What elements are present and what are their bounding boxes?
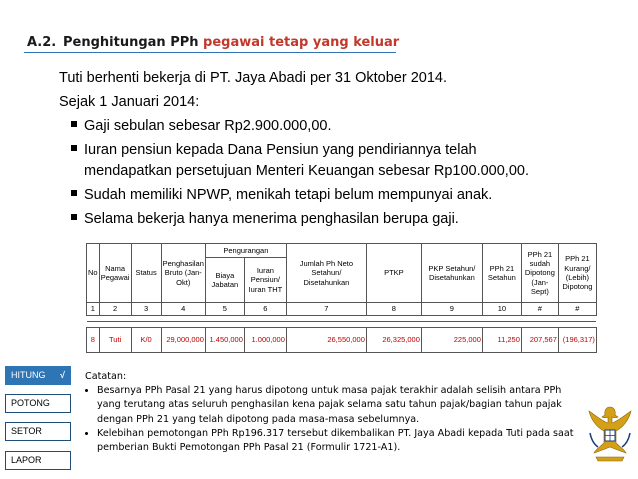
cell-nama: Tuti (99, 328, 131, 353)
section-title (63, 35, 399, 50)
column-number: # (558, 303, 596, 316)
bullet-square-icon (71, 121, 77, 127)
cell-ptkp: 26,325,000 (366, 328, 421, 353)
cell-bruto: 29,000,000 (161, 328, 205, 353)
nav-hitung-label: HITUNG (11, 370, 46, 380)
header-pkp: PKP Setahun/ Disetahunkan (421, 244, 482, 303)
column-number: 4 (161, 303, 205, 316)
notes-section (85, 370, 585, 455)
intro-line-1: Tuti berhenti bekerja di PT. Jaya Abadi per 31 Oktober 2014. (59, 70, 447, 86)
column-number: 1 (87, 303, 100, 316)
header-status: Status (131, 244, 161, 303)
column-number: 2 (99, 303, 131, 316)
garuda-emblem-icon (586, 403, 634, 465)
cell-pph-setahun: 11,250 (482, 328, 521, 353)
bullet-salary-text: Gaji sebulan sebesar Rp2.900.000,00. (84, 118, 332, 134)
nav-lapor-button[interactable]: LAPOR (5, 451, 71, 470)
cell-biaya: 1.450,000 (205, 328, 244, 353)
column-number: 9 (421, 303, 482, 316)
header-pengurangan: Pengurangan (205, 244, 286, 258)
bullet-npwp (71, 187, 492, 203)
table-header-row-1 (87, 244, 597, 258)
nav-setor-button[interactable]: SETOR (5, 422, 71, 441)
cell-no: 8 (87, 328, 100, 353)
section-number: A.2. (27, 35, 57, 50)
cell-pph-dipotong: 207,567 (521, 328, 558, 353)
header-pph-kurang: PPh 21 Kurang/ (Lebih) Dipotong (558, 244, 596, 303)
note-item: • Besarnya PPh Pasal 21 yang harus dipotong untuk masa pajak terakhir adalah selisih antara PPh yang terutang atas seluruh penghasilan kena pajak selama satu tahun pajak/bagian tahun pajak dengan PPh 21 yang telah dipotong pada masa-masa sebelumnya. (97, 384, 585, 427)
notes-list (85, 384, 585, 455)
bullet-salary (71, 118, 331, 134)
note-item: • Kelebihan pemotongan PPh Rp196.317 tersebut dikembalikan PT. Jaya Abadi kepada Tuti pada saat pemberian Bukti Pemotongan PPh Pasal 21 (Formulir 1721-A1). (97, 427, 585, 455)
column-number: 6 (244, 303, 286, 316)
header-pph-dipotong: PPh 21 sudah Dipotong (Jan-Sept) (521, 244, 558, 303)
cell-pph-kurang: (196,317) (558, 328, 596, 353)
pph21-calculation-table (86, 243, 597, 353)
intro-line-2: Sejak 1 Januari 2014: (59, 94, 200, 110)
header-nama: Nama Pegawai (99, 244, 131, 303)
bullet-npwp-text: Sudah memiliki NPWP, menikah tetapi belum mempunyai anak. (84, 187, 493, 203)
bullet-pension-continuation: mendapatkan persetujuan Menteri Keuangan sebesar Rp100.000,00. (84, 163, 529, 179)
header-neto: Jumlah Ph Neto Setahun/ Disetahunkan (286, 244, 366, 303)
column-number: 5 (205, 303, 244, 316)
column-number: 10 (482, 303, 521, 316)
column-number: 7 (286, 303, 366, 316)
bullet-pension-text: Iuran pensiun kepada Dana Pensiun yang pendiriannya telah (84, 142, 477, 158)
header-pph-setahun: PPh 21 Setahun (482, 244, 521, 303)
bullet-income-text: Selama bekerja hanya menerima penghasilan berupa gaji. (84, 211, 459, 227)
notes-title: Catatan: (85, 371, 127, 382)
cell-iuran: 1.000,000 (244, 328, 286, 353)
column-number: # (521, 303, 558, 316)
table-row (87, 328, 597, 353)
column-number: 8 (366, 303, 421, 316)
bullet-square-icon (71, 145, 77, 151)
section-title-main: Penghitungan PPh (63, 35, 204, 50)
cell-pkp: 225,000 (421, 328, 482, 353)
bullet-income (71, 211, 459, 227)
cell-status: K/0 (131, 328, 161, 353)
nav-hitung-button[interactable] (5, 366, 71, 385)
table-column-number-row (87, 303, 597, 316)
cell-neto: 26,550,000 (286, 328, 366, 353)
section-title-highlight: pegawai tetap yang keluar (203, 35, 400, 50)
heading-underline (24, 52, 396, 53)
header-biaya: Biaya Jabatan (205, 258, 244, 303)
checkmark-icon: √ (60, 370, 65, 380)
header-no: No (87, 244, 100, 303)
bullet-square-icon (71, 214, 77, 220)
header-iuran: Iuran Pensiun/ Iuran THT (244, 258, 286, 303)
column-number: 3 (131, 303, 161, 316)
bullet-square-icon (71, 190, 77, 196)
header-bruto: Penghasilan Bruto (Jan-Okt) (161, 244, 205, 303)
header-ptkp: PTKP (366, 244, 421, 303)
bullet-pension (71, 142, 477, 158)
nav-potong-button[interactable]: POTONG (5, 394, 71, 413)
